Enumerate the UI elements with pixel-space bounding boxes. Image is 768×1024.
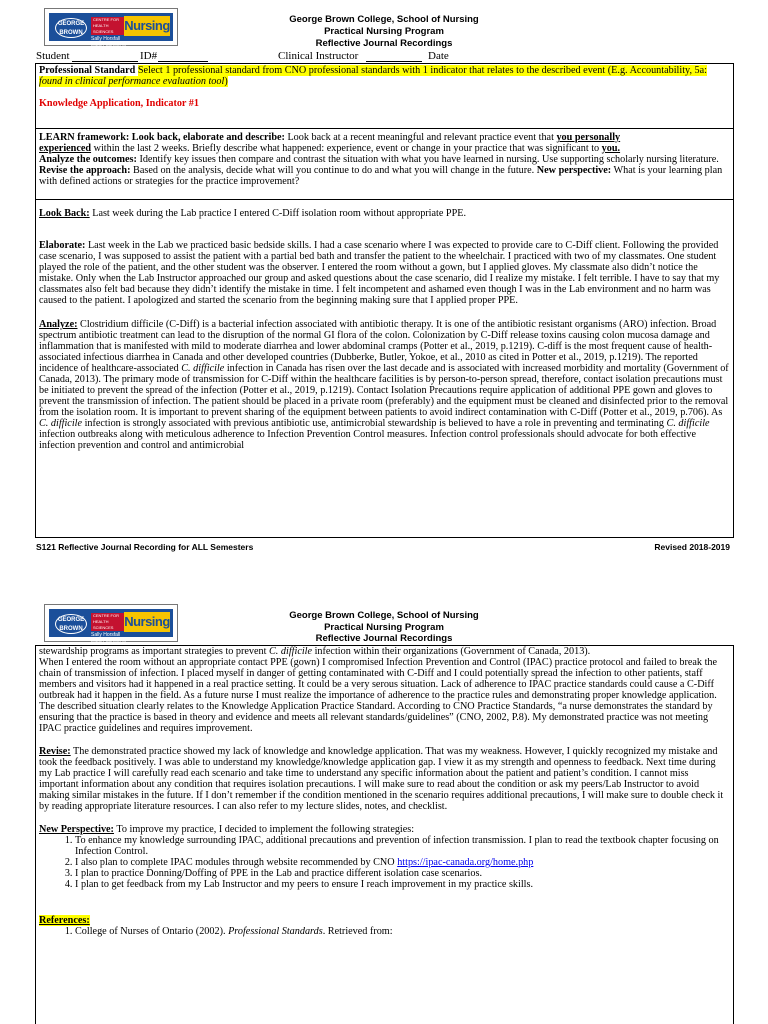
references-list: [39, 926, 730, 937]
footer-right: Revised 2018-2019: [654, 542, 730, 552]
college-logo: GEORGE BROWN CENTRE FOR HEALTH SCIENCES Sally Horsfall Eaton School of Nursing: [44, 8, 178, 46]
nursing-wordmark-page2: Nursing: [124, 612, 170, 632]
strategy-item: 1. To enhance my knowledge surrounding IPAC, additional precautions and prevention of infection transmission. I plan to read the textbook chapter focusing on Infection Control.: [75, 835, 730, 857]
strategy-item: 2. I also plan to complete IPAC modules through website recommended by CNO https://ipac-canada.org/home.php: [75, 857, 730, 868]
instructor-label: Clinical Instructor: [278, 50, 359, 62]
strategy-item: 3. I plan to practice Donning/Doffing of PPE in the Lab and practice different isolation case scenarios.: [75, 868, 730, 879]
student-field-line[interactable]: [72, 61, 138, 62]
header-title-page2: Reflective Journal Recordings: [315, 633, 453, 644]
college-logo-emblem-page2: GEORGE BROWN: [55, 614, 87, 634]
page1-bottom-rule: [35, 537, 734, 538]
reflection-cell: [36, 200, 733, 452]
journal-table-page1: [35, 63, 734, 537]
date-label: Date: [428, 50, 449, 62]
header-title: Reflective Journal Recordings: [315, 38, 453, 49]
knowledge-indicator: Knowledge Application, Indicator #1: [39, 98, 199, 109]
header-program-page2: Practical Nursing Program: [324, 622, 444, 633]
student-id-label: ID#: [140, 50, 158, 62]
standard-cell: Professional Standard Select 1 professional standard from CNO professional standards with 1 indicator that relates to the described event (E.g. Accountability, 5a: found in clinical performance evaluation tool) Knowledge Application, Indicator #1: [36, 64, 733, 129]
new-perspective-paragraph: New Perspective: To improve my practice, I decided to implement the following strategies:: [39, 824, 415, 835]
student-label: Student: [36, 50, 70, 62]
analyze-paragraph-2: When I entered the room without an appropriate contact PPE (gown) I compromised Infection Prevention and Control (IPAC) practice protocol and failed to break the chain of transmission of infection. I placed myself in danger of getting contaminated with C-Diff and I could potentially spread the infection to other patients, staff members and visitors had it happened in a real practice setting. It could be a very serous situation. Lack of adherence to IPAC practice standards could cause a C-Diff outbreak had it happen in the field. As a future nurse I must realize the importance of adherence to the practice rules and demonstrating proper knowledge application. The described situation clearly relates to the Knowledge Application Practice Standard. According to CNO Practice Standards, “a nurse demonstrates the standard by ensuring that the practice is based in theory and evidence and meets all relevant standards/guidelines” (CNO, 2002, P.8). My demonstrated practice was not meeting IPAC practice guidelines and requires improvement.: [39, 657, 718, 734]
analyze-paragraph: Analyze: Clostridium difficile (C-Diff) is a bacterial infection associated with antibiotic therapy. It is one of the antibiotic resistant organisms (ARO) infection. Broad spectrum antibiotic treatment can lead to the disruption of the normal GI flora of the colon. Colonization by C-Diff release toxins causing colon mucosa damage and inflammation that is manifested with mild to moderate diarrhea and lower abdominal cramps (Potter et al., 2019, p.1219). C-diff is the most frequent cause of health-associated infectious diarrhea in Canada and other developed countries (Dubberke, Butler, Yokoe, et al., 2010 as cited in Potter et al., 2019, p.1219). The reported incidence of healthcare-associated C. difficile infection in Canada has risen over the last decade and is associated with increased morbidity and mortality (Government of Canada, 2013). The primary mode of transmission for C-Diff within the healthcare facilities is by person-to-person spread, therefore, contact isolation precautions must be initiated to prevent the spread of the infection (Potter et al., 2019, p.1219). Contact Isolation Precautions require application of additional PPE gown and gloves to prevent the transmission of infection. The patient should be placed in a private room (preferably) and the equipment must be cleaned and disinfected prior to the removal from the isolation room. It is important to prevent sharing of the equipment between patients to avoid indirect contamination with C-Diff (Potter et al., 2019, p.706). As C. difficile infection is strongly associated with previous antibiotic use, antimicrobial stewardship is believed to have a role in preventing and terminating C. difficile infection outbreaks along with meticulous adherence to Infection Prevention Control measures. Infection control professionals should advocate for both effective infection prevention and control and antimicrobial: [39, 319, 729, 451]
look-back-paragraph: Look Back: Last week during the Lab practice I entered C-Diff isolation room without appropriate PPE.: [39, 208, 467, 219]
elaborate-paragraph: Elaborate: Last week in the Lab we practiced basic bedside skills. I had a case scenario where I was expected to provide care to C-Diff client. Following the provided case scenario, I was supposed to assist the patient with a partial bed bath and transfer the patient to the wheelchair. I practiced with two of my classmates. One student played the role of the patient, and the other student was the observer. I entered the room without a gown, but I applied gloves. My classmate also didn’t notice the mistake. Only when the Lab Instructor approached our group and asked questions about the case scenario, did I realize my mistake. I felt terrible. I have to say that my classmates also felt bad because they didn’t identify the mistake in time. I felt incompetent and ashamed even though I was in the Lab environment and no harm was caused to the patient. I apologized and started the scenario from the beginning making sure that I applied proper PPE.: [39, 240, 720, 306]
reflection-cell-page2: [36, 646, 733, 938]
footer-left: S121 Reflective Journal Recording for ALL Semesters: [36, 542, 254, 552]
header-college: George Brown College, School of Nursing: [289, 14, 479, 25]
header-college-page2: George Brown College, School of Nursing: [289, 610, 479, 621]
learn-framework-cell: LEARN framework: Look back, elaborate and describe: Look back at a recent meaningful and relevant practice event that you personally experienced within the last 2 weeks. Briefly describe what happened: experience, event or change in your practice that was significant to you. Analyze the outcomes: Identify key issues then compare and contrast the situation with what you have learned in nursing. Use supporting scholarly nursing literature. Revise the approach: Based on the analysis, decide what will you continue to do and what you will change in the future. New perspective: What is your learning plan with defined actions or strategies for the practice improvement?: [36, 129, 733, 200]
college-logo-page2: GEORGE BROWN CENTRE FOR HEALTH SCIENCES Sally Horsfall Eaton School of Nursing: [44, 604, 178, 642]
strategy-list: [39, 835, 730, 890]
instructor-field-line[interactable]: [366, 61, 422, 62]
ipac-link[interactable]: https://ipac-canada.org/home.php: [397, 857, 534, 868]
college-logo-emblem: GEORGE BROWN: [55, 18, 87, 38]
header-program: Practical Nursing Program: [324, 26, 444, 37]
references-heading: References:: [39, 915, 90, 926]
revise-paragraph: Revise: The demonstrated practice showed my lack of knowledge and knowledge application. That was my weakness. However, I quickly recognized my mistake and took the feedback positively. I was able to understand my knowledge/knowledge application gap. I view it as my strength and openness to feedback. Next time during my Lab practice I will carefully read each scenario and take time to understand any specific information about the patient and patient’s condition. I cannot miss important information about any condition that requires isolation precautions. I will make sure to read about the condition or ask my peers/Lab Instructor to avoid making similar mistakes in the future. If I don’t remember if the condition mentioned in the scenario requires additional precautions, I will make sure to double check it by reading appropriate literature resources. I can also refer to my lecture slides, notes, and checklist.: [39, 746, 724, 812]
analyze-continued: stewardship programs as important strategies to prevent C. difficile infection within their organizations (Government of Canada, 2013).: [39, 646, 591, 657]
journal-table-page2: [35, 645, 734, 1024]
strategy-item: 4. I plan to get feedback from my Lab Instructor and my peers to ensure I reach improvement in my practice skills.: [75, 879, 730, 890]
id-field-line[interactable]: [158, 61, 208, 62]
standard-label: Professional Standard: [39, 65, 136, 76]
reference-item: 1. College of Nurses of Ontario (2002). Professional Standards. Retrieved from:: [75, 926, 730, 937]
nursing-wordmark: Nursing: [124, 16, 170, 36]
